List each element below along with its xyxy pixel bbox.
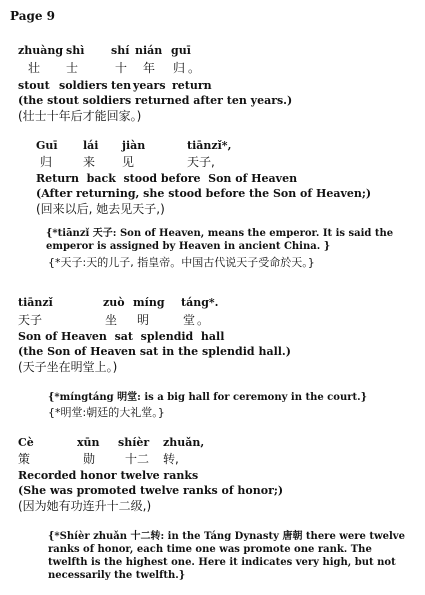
pinyin-word: xūn	[77, 436, 100, 449]
gloss-word: soldiers	[59, 79, 108, 92]
pinyin-word: shíèr	[118, 436, 150, 449]
hanzi-char: 策	[18, 452, 31, 466]
pinyin-word: Guī	[36, 139, 58, 152]
pinyin-word: tiānzǐ	[18, 296, 53, 309]
hanzi-char: 见	[122, 155, 135, 169]
hanzi-char: 天子,	[187, 155, 215, 169]
hanzi-char: 壮	[28, 61, 41, 75]
hanzi-char: 勋	[83, 452, 96, 466]
pinyin-word: zhuǎn,	[163, 436, 205, 449]
hanzi-punct: 。	[188, 61, 201, 75]
hanzi-char: 归	[173, 61, 186, 75]
chinese-translation: (回来以后, 她去见天子,)	[36, 202, 165, 216]
footnote-english: {*Shíèr zhuǎn 十二转: in the Táng Dynasty 唐朝 there were twelve ranks of honor, each time one was promote one rank. The twelfth is the highest one. Here it indicates very high, but not necessarily the twelfth.}	[48, 531, 405, 581]
chinese-translation: (壮士十年后才能回家。)	[18, 109, 142, 123]
pinyin-word: lái	[83, 139, 99, 152]
pinyin-word: jiàn	[122, 139, 146, 152]
pinyin-word: míng	[133, 296, 165, 309]
pinyin-word: zuò	[103, 296, 125, 309]
hanzi-punct: 。	[197, 313, 210, 327]
hanzi-char: 坐	[105, 313, 118, 327]
english-translation: (After returning, she stood before the Son of Heaven;)	[36, 187, 372, 200]
gloss-word: ten	[111, 79, 132, 92]
chinese-translation: (因为她有功连升十二级,)	[18, 499, 152, 513]
pinyin-word: guī	[171, 44, 191, 57]
page-label: Page 9	[10, 9, 56, 23]
gloss-line: Return back stood before Son of Heaven	[36, 172, 298, 185]
hanzi-char: 转,	[163, 452, 179, 466]
english-translation: (the Son of Heaven sat in the splendid hall.)	[18, 345, 291, 358]
hanzi-char: 十二	[125, 452, 150, 466]
gloss-line: Recorded honor twelve ranks	[18, 469, 199, 482]
footnote-english: {*tiānzǐ 天子: Son of Heaven, means the emperor. It is said the emperor is assigned by Heaven in ancient China. }	[46, 228, 394, 252]
gloss-word: return	[172, 79, 212, 92]
footnote-chinese: {*明堂:朝廷的大礼堂。}	[48, 406, 165, 419]
chinese-translation: (天子坐在明堂上。)	[18, 360, 118, 374]
pinyin-word: Cè	[18, 436, 34, 449]
footnote-english: {*míngtáng 明堂: is a big hall for ceremony in the court.}	[48, 392, 368, 403]
hanzi-char: 明	[137, 313, 150, 327]
english-translation: (She was promoted twelve ranks of honor;)	[18, 484, 284, 497]
hanzi-char: 天子	[18, 313, 43, 327]
hanzi-char: 来	[83, 155, 96, 169]
hanzi-char: 归	[40, 155, 53, 169]
gloss-word: years	[133, 79, 166, 92]
hanzi-char: 年	[143, 61, 156, 75]
pinyin-word: tiānzǐ*,	[187, 139, 232, 152]
pinyin-word: shì	[66, 44, 85, 57]
gloss-line: Son of Heaven sat splendid hall	[18, 330, 225, 343]
footnote-chinese: {*天子:天的儿子, 指皇帝。中国古代说天子受命於天。}	[48, 256, 315, 269]
pinyin-word: zhuàng	[18, 44, 64, 57]
pinyin-word: shí	[111, 44, 130, 57]
pinyin-word: nián	[135, 44, 163, 57]
hanzi-char: 堂	[183, 313, 196, 327]
pinyin-word: táng*.	[181, 296, 219, 309]
hanzi-char: 十	[115, 61, 128, 75]
hanzi-char: 士	[66, 61, 79, 75]
gloss-word: stout	[18, 79, 50, 92]
english-translation: (the stout soldiers returned after ten years.)	[18, 94, 293, 107]
